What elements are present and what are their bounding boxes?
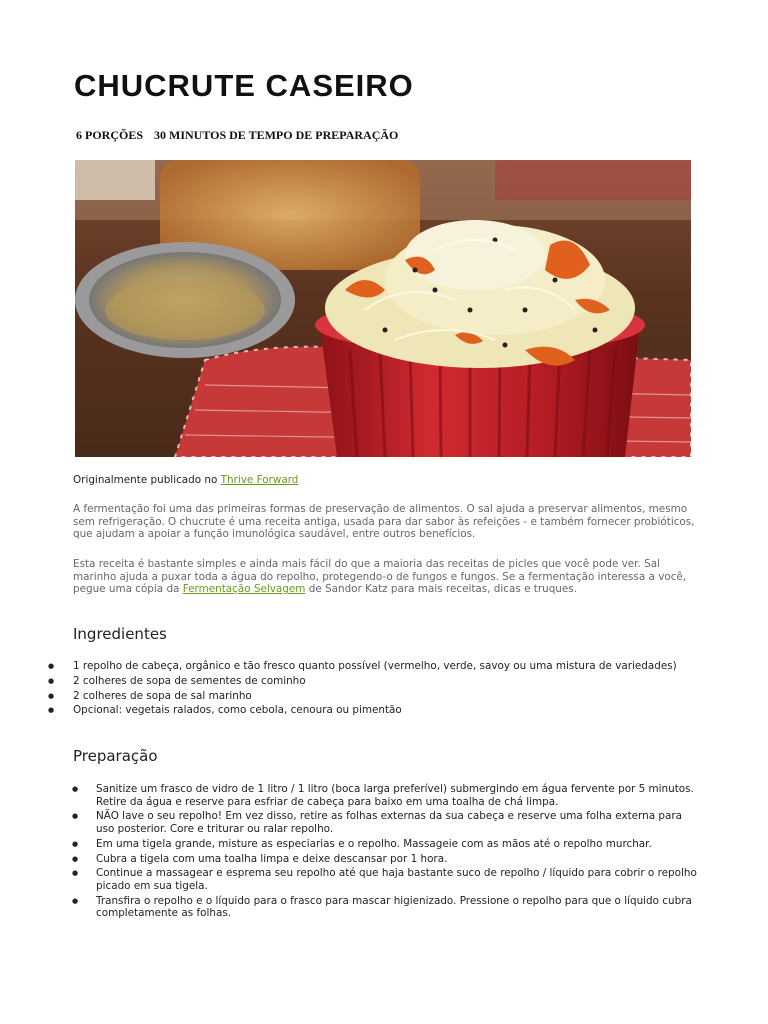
preparation-step: ● NÃO lave o seu repolho! Em vez disso, retire as folhas externas da sua cabeça e reserve uma folha externa para uso posterior. Core e triturar ou ralar repolho. — [0, 810, 700, 835]
preparation-heading: Preparação — [73, 747, 158, 765]
ingredient-item: ● 1 repolho de cabeça, orgânico e tão fresco quanto possível (vermelho, verde, savoy ou uma mistura de variedades) — [0, 660, 700, 673]
preparation-step: ● Continue a massagear e esprema seu repolho até que haja bastante suco de repolho / líquido para cobrir o repolho picado em sua tigela. — [0, 867, 700, 892]
source-line — [73, 474, 701, 487]
recipe-title: CHUCRUTE CASEIRO — [74, 68, 414, 103]
intro-paragraph-1: A fermentação foi uma das primeiras formas de preservação de alimentos. O sal ajuda a preservar alimentos, mesmo sem refrigeração. O chucrute é uma receita antiga, usada para dar sabor às refeições - e também fornecer probióticos, que ajudam a apoiar a função imunológica saudável, entre outros benefícios. — [73, 503, 695, 541]
fermentacao-selvagem-link[interactable]: Fermentação Selvagem — [182, 583, 306, 596]
ingredients-list — [0, 660, 700, 719]
thrive-forward-link[interactable]: Thrive Forward — [220, 474, 299, 486]
source-prefix: Originalmente publicado no — [73, 474, 221, 486]
recipe-meta — [76, 128, 406, 143]
ingredient-item: ● 2 colheres de sopa de sementes de cominho — [0, 675, 700, 688]
preparation-step: ● Em uma tigela grande, misture as especiarias e o repolho. Massageie com as mãos até o repolho murchar. — [0, 838, 700, 851]
ingredient-item: ● 2 colheres de sopa de sal marinho — [0, 690, 700, 703]
ingredients-heading: Ingredientes — [73, 625, 167, 643]
sauerkraut-bowl-photo — [75, 160, 691, 457]
intro-paragraph-2-end: de Sandor Katz para mais receitas, dicas e truques. — [305, 583, 578, 596]
preparation-list — [0, 783, 700, 922]
preparation-step: ● Cubra a tigela com uma toalha limpa e deixe descansar por 1 hora. — [0, 853, 700, 866]
ingredient-item: ● Opcional: vegetais ralados, como cebola, cenoura ou pimentão — [0, 704, 700, 717]
preparation-step: ● Transfira o repolho e o líquido para o frasco para mascar higienizado. Pressione o repolho para que o líquido cubra completamente as folhas. — [0, 895, 700, 920]
prep-time-label: 30 MINUTOS DE TEMPO DE PREPARAÇÃO — [154, 128, 399, 142]
intro-paragraph-2-text: Esta receita é bastante simples e ainda mais fácil do que a maioria das receitas de picles que você pode ver. Sal marinho ajuda a puxar toda a água do repolho, protegendo-o de fungos e fungos. Se a fermentação interessa a você, pegue uma cópia da — [73, 558, 687, 596]
preparation-step: ● Sanitize um frasco de vidro de 1 litro / 1 litro (boca larga preferível) submergindo em água fervente por 5 minutos. Retire da água e reserve para esfriar de cabeça para baixo em uma toalha de chá limpa. — [0, 783, 700, 808]
servings-label: 6 PORÇÕES — [76, 128, 144, 142]
intro-paragraph-2 — [73, 558, 701, 596]
